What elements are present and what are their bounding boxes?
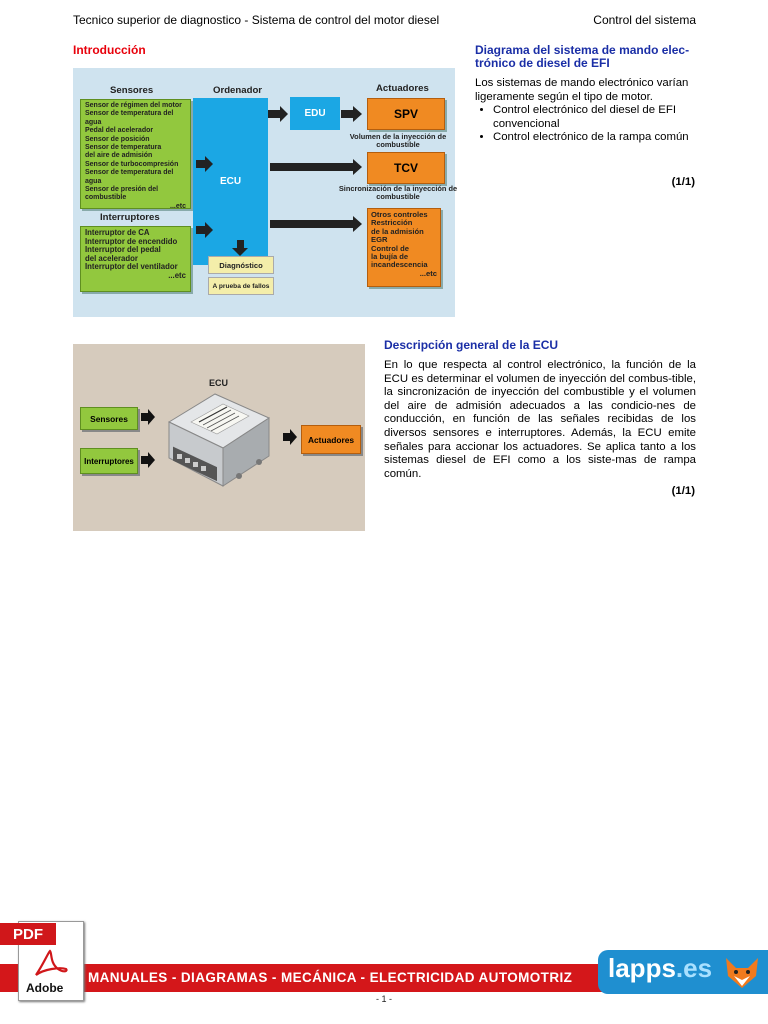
ecu-unit-illustration [73,344,365,531]
fox-mascot-icon [722,954,762,990]
sensor-item: Sensor de temperatura del agua [85,110,174,126]
efi-intro-text [475,77,697,145]
arrow-ecu-diag [232,240,248,256]
ecu-label: ECU [209,378,229,388]
switches-etc: ...etc [168,270,186,280]
header-section-title: Control del sistema [593,13,696,27]
spv-block: SPV [367,98,445,130]
pdf-icon[interactable] [0,921,86,1001]
ecu-overview-title: Descripción general de la ECU [384,338,559,352]
other-control-item: de la admisión [371,226,424,236]
arrow-ecu-others [270,216,362,232]
adobe-acrobat-icon [30,949,70,979]
efi-diagram-title: Diagrama del sistema de mando elec-trónico de diesel de EFI [475,43,690,70]
actuadores-header: Actuadores [376,83,429,94]
prueba-fallos-box: A prueba de fallos [208,277,274,295]
footer-banner-text: MANUALES - DIAGRAMAS - MECÁNICA - ELECTRICIDAD AUTOMOTRIZ [88,970,573,985]
sensor-item: Sensor de posición [85,135,150,143]
arrow-edu-spv [341,106,362,122]
switch-item: Interruptor del pedal [85,245,161,255]
lapps-logo-text [608,953,712,984]
actuadores-box: Actuadores [301,425,361,454]
diagram-arrows [73,68,455,317]
arrow-ecu-tcv [270,159,362,175]
other-control-item: Otros controles [371,210,428,219]
sensor-item: del aire de admisión [85,152,153,160]
sensor-item: Sensor de temperatura [85,144,162,152]
other-control-item: la bujía de [371,252,409,262]
efi-bullet-item: • Control electrónico del diesel de EFI convencional [493,104,697,131]
tcv-block: TCV [367,152,445,184]
switch-item: Interruptor de encendido [85,236,178,246]
ecu-overview-paragraph: En lo que respecta al control electrónico, la función de la ECU es determinar el volumen de inyección del combus-tible, la sincronización de inyección del combustible y el volumen del aire de admisión adecuados a las condicio-nes de conducción, en función de las señales recibidas de los diversos sensores e interruptores. Además, la ECU emite señales para accionar los actuadores. Se aplica tanto a los sistemas diesel de EFI como a los siste-mas de rampa común. [384,359,696,480]
other-control-item: Restricción [371,218,413,228]
page-number: - 1 - [375,994,392,1004]
other-controls-etc: ...etc [419,268,437,278]
ordenador-header: Ordenador [213,85,263,96]
tcv-caption: Sincronización de la inyección de combustible [338,184,458,202]
switch-item: del acelerador [85,253,138,263]
lapps-brand[interactable] [598,950,768,994]
switch-item: Interruptor del ventilador [85,262,178,272]
other-control-item: incandescencia [371,260,428,270]
page-marker-2: (1/1) [671,485,695,497]
pdf-label: PDF [0,923,56,945]
arrow-sensors-ecu [196,156,213,172]
switch-item: Interruptor de CA [85,228,150,237]
introduccion-title: Introducción [73,43,146,57]
adobe-label: Adobe [26,981,64,995]
efi-intro-paragraph: Los sistemas de mando electrónico varían ligeramente según el tipo de motor. [475,77,689,103]
sensores-box: Sensores [80,407,138,430]
sensor-item: Sensor de presión del combustible [85,186,159,202]
other-control-item: EGR [371,235,388,245]
page-marker-1: (1/1) [671,176,695,188]
sensor-item: Pedal del acelerador [85,127,154,135]
edu-block: EDU [290,97,340,130]
ecu-overview-diagram [73,344,365,531]
ecu-block: ECU [193,98,268,265]
sensor-item: Sensor de régimen del motor [85,102,182,109]
arrow-switches-ecu [196,222,213,238]
sensor-item: Sensor de turbocompresión [85,160,179,168]
sensor-item: Sensor de temperatura del agua [85,169,174,185]
efi-bullet-list [475,104,697,145]
header-document-title: Tecnico superior de diagnostico - Sistema de control del motor diesel [73,13,440,27]
sensors-etc: ...etc [170,202,186,210]
spv-caption: Volumen de la inyección de combustible [349,132,447,150]
sensores-header: Sensores [110,85,154,96]
interruptores-header: Interruptores [100,212,160,223]
arrow-ecu-edu [268,106,288,122]
lapps-logo-tld: .es [675,953,713,983]
efi-bullet-item: • Control electrónico de la rampa común [493,131,697,145]
other-control-item: Control de [371,243,409,253]
lapps-logo-main: lapps [608,953,676,983]
efi-system-diagram [73,68,458,317]
diagnostico-box: Diagnóstico [208,256,274,274]
interruptores-box: Interruptores [80,448,138,474]
